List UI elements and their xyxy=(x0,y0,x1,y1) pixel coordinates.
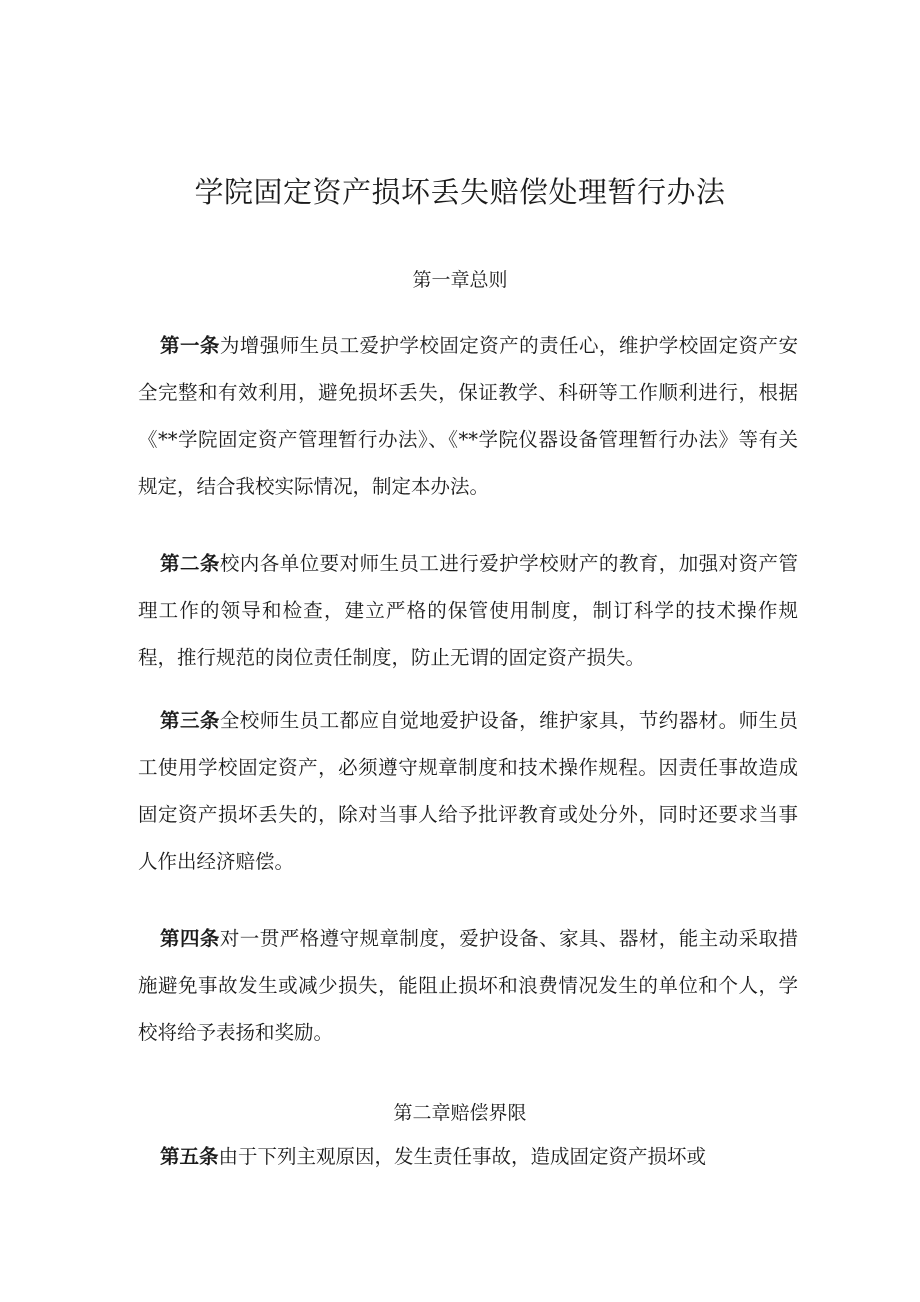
document-title: 学院固定资产损坏丢失赔偿处理暂行办法 xyxy=(194,175,726,209)
article-1 xyxy=(138,322,798,510)
article-4-text: 对一贯严格遵守规章制度，爱护设备、家具、器材，能主动采取措施避免事故发生或减少损失，能阻止损坏和浪费情况发生的单位和个人，学校将给予表扬和奖励。 xyxy=(138,927,798,1044)
article-5-label: 第五条 xyxy=(160,1145,219,1168)
article-3 xyxy=(138,697,798,885)
article-3-text: 全校师生员工都应自觉地爱护设备，维护家具，节约器材。师生员工使用学校固定资产，必须遵守规章制度和技术操作规程。因责任事故造成固定资产损坏丢失的，除对当事人给予批评教育或处分外，同时还要求当事人作出经济赔偿。 xyxy=(138,709,798,873)
article-5 xyxy=(138,1133,798,1180)
chapter-heading-2: 第二章赔偿界限 xyxy=(393,1102,527,1124)
article-1-text: 为增强师生员工爱护学校固定资产的责任心，维护学校固定资产安全完整和有效利用，避免损坏丢失，保证教学、科研等工作顺利进行，根据《**学院固定资产管理暂行办法》、《**学院仪器设备管理暂行办法》等有关规定，结合我校实际情况，制定本办法。 xyxy=(138,334,798,498)
article-2-label: 第二条 xyxy=(160,552,220,575)
article-5-text: 由于下列主观原因，发生责任事故，造成固定资产损坏或 xyxy=(218,1145,707,1168)
article-4 xyxy=(138,915,798,1056)
chapter-heading-1: 第一章总则 xyxy=(412,269,508,291)
article-3-label: 第三条 xyxy=(160,709,220,732)
article-1-label: 第一条 xyxy=(160,334,220,357)
article-2-text: 校内各单位要对师生员工进行爱护学校财产的教育，加强对资产管理工作的领导和检查，建立严格的保管使用制度，制订科学的技术操作规程，推行规范的岗位责任制度，防止无谓的固定资产损失。 xyxy=(138,552,798,669)
article-2 xyxy=(138,540,798,681)
article-4-label: 第四条 xyxy=(160,927,220,950)
